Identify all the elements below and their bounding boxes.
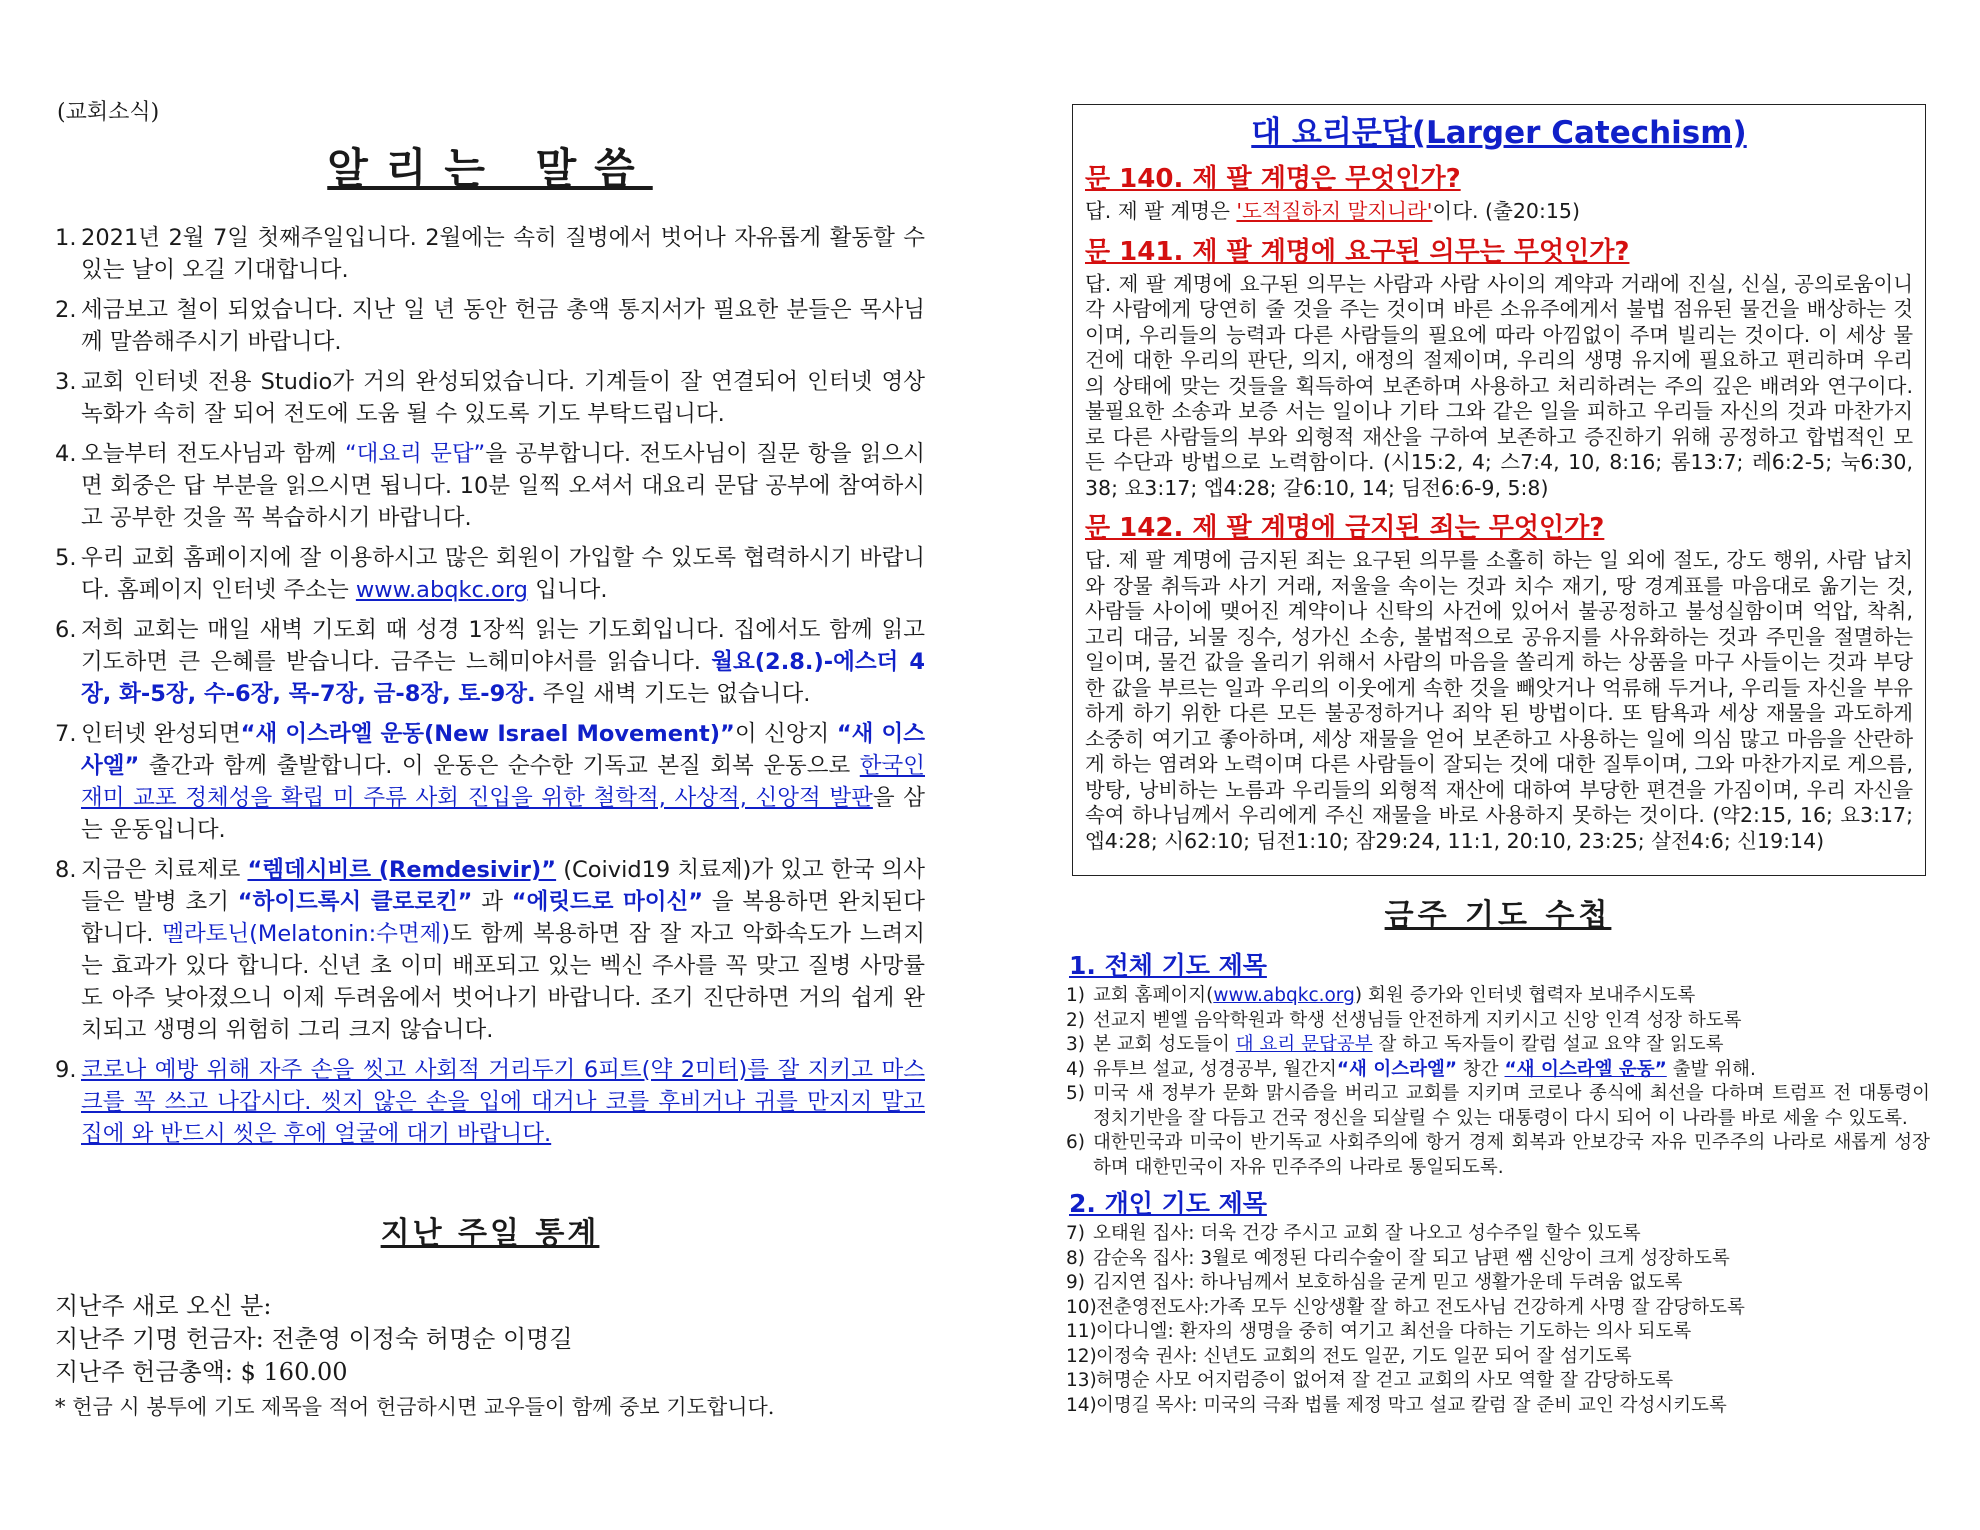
commandment-quote: '도적질하지 말지니라' bbox=[1236, 199, 1433, 223]
movement-purpose: 한국인 재미 교포 정체성을 확립 미 주류 사회 진입을 위한 철학적, 사상적, 신앙적 발판 bbox=[81, 753, 925, 811]
prayer-item bbox=[1066, 1009, 1930, 1034]
item-number: 8) bbox=[1066, 1247, 1085, 1269]
prayer-item bbox=[1066, 1369, 1930, 1394]
text-run: 감순옥 집사: 3월로 예정된 다리수술이 잘 되고 남편 쌤 신앙이 크게 성장하도록 bbox=[1093, 1247, 1730, 1269]
magazine-name: “새 이스라엘” bbox=[1336, 1058, 1457, 1080]
text-run: 답. 제 팔 계명은 bbox=[1085, 199, 1237, 223]
announcements-column bbox=[55, 95, 925, 1423]
text-run: ) 회원 증가와 인터넷 협력자 보내주시도록 bbox=[1354, 985, 1696, 1006]
announcement-item bbox=[55, 542, 925, 606]
announcement-item bbox=[55, 366, 925, 430]
offering-note: * 헌금 시 봉투에 기도 제목을 적어 헌금하시면 교우들이 함께 중보 기도합니다. bbox=[55, 1395, 775, 1419]
text-run: (Coivid19 치료제)가 있고 한국 의사들은 발병 초기 bbox=[81, 857, 926, 915]
announcement-text bbox=[81, 614, 925, 710]
announcement-text bbox=[81, 854, 925, 1046]
text-run: 입니다. bbox=[527, 577, 608, 603]
prayer-item bbox=[1066, 1058, 1930, 1083]
announcement-text: 코로나 예방 위해 자주 손을 씻고 사회적 거리두기 6피트(약 2미터)를 잘 지키고 마스크를 꼭 쓰고 나갑시다. 씻지 않은 손을 입에 대거나 코를 후비거나 귀를 만지지 말고 집에 와 반드시 씻은 후에 얼굴에 대기 바랍니다. bbox=[81, 1057, 925, 1147]
item-number: 3) bbox=[1066, 1034, 1085, 1055]
item-number: 1. bbox=[55, 225, 77, 251]
item-number: 13) bbox=[1066, 1370, 1097, 1391]
text-run: 미국 새 정부가 문화 맑시즘을 버리고 교회를 지키며 코로나 종식에 최선을 다하며 트럼프 전 대통령이 정치기반을 잘 다듬고 건국 정신을 되살릴 수 있는 대통령이 다시 되어 이 나라를 바로 세울 수 있도록. bbox=[1093, 1083, 1930, 1129]
prayer-item bbox=[1066, 1247, 1930, 1272]
reading-schedule: 월요(2.8.)-에스더 4장, 화-5장, 수-6장, 목-7장, 금-8장, 토-9장. bbox=[81, 649, 925, 707]
text-run: 출발 위해. bbox=[1666, 1058, 1756, 1080]
item-number: 12) bbox=[1066, 1345, 1097, 1367]
prayer-item bbox=[1066, 1296, 1930, 1321]
announcement-text: 세금보고 철이 되었습니다. 지난 일 년 동안 헌금 총액 통지서가 필요한 분들은 목사님께 말씀해주시기 바랍니다. bbox=[81, 297, 925, 355]
section-tag: (교회소식) bbox=[57, 100, 160, 125]
item-number: 11) bbox=[1066, 1321, 1097, 1342]
drug-name: “렘데시비르 (Remdesivir)” bbox=[247, 857, 557, 883]
text-run: 이명길 목사: 미국의 극좌 법률 제정 막고 설교 칼럼 잘 준비 교인 각성시키도록 bbox=[1096, 1394, 1727, 1416]
prayer-item bbox=[1066, 1394, 1930, 1419]
announcement-item bbox=[55, 1054, 925, 1150]
prayer-item bbox=[1066, 1033, 1930, 1058]
announcement-text bbox=[81, 718, 925, 846]
text-run: 본 교회 성도들이 bbox=[1093, 1034, 1236, 1055]
announcement-item bbox=[55, 614, 925, 710]
announcement-item bbox=[55, 718, 925, 846]
prayer-item bbox=[1066, 1345, 1930, 1370]
item-number: 5) bbox=[1066, 1083, 1085, 1104]
prayer-item bbox=[1066, 984, 1930, 1009]
prayer-section-general: 1. 전체 기도 제목 bbox=[1069, 951, 1267, 980]
donors: 지난주 기명 헌금자: 전춘영 이정숙 허명순 이명길 bbox=[55, 1325, 573, 1353]
prayer-section-personal: 2. 개인 기도 제목 bbox=[1069, 1189, 1267, 1218]
question-141: 문 141. 제 팔 계명에 요구된 의무는 무엇인가? bbox=[1085, 236, 1630, 267]
text-run: 우리 교회 홈페이지에 잘 이용하시고 많은 회원이 가입할 수 있도록 협력하시기 바랍니다. 홈페이지 인터넷 주소는 bbox=[81, 545, 925, 603]
text-run: 을 삼는 운동입니다. bbox=[81, 785, 925, 843]
item-number: 8. bbox=[55, 857, 77, 883]
movement-name: “새 이스라엘 운동(New Israel Movement)” bbox=[240, 721, 735, 747]
text-run: 을 복용하면 완치된다 합니다. bbox=[81, 889, 925, 947]
question-140: 문 140. 제 팔 계명은 무엇인가? bbox=[1085, 164, 1461, 194]
item-number: 3. bbox=[55, 369, 77, 395]
text-run: 도 함께 복용하면 잠 잘 자고 악화속도가 느려지는 효과가 있다 합니다. 신년 초 이미 배포되고 있는 벡신 주사를 꼭 맞고 질병 사망률도 아주 낮아졌으니 이제 두려움에서 벗어나기 바랍니다. 조기 진단하면 거의 쉽게 완치되고 생명의 위험히 그리 크지 않습니다. bbox=[81, 921, 925, 1043]
text-run: 전춘영전도사:가족 모두 신앙생활 잘 하고 전도사님 건강하게 사명 잘 감당하도록 bbox=[1096, 1296, 1745, 1318]
text-run: 저희 교회는 매일 새벽 기도회 때 성경 1장씩 읽는 기도회입니다. 집에서도 함께 읽고 기도하면 큰 은혜를 받습니다. 금주는 느헤미야서를 읽습니다. bbox=[81, 617, 925, 675]
announcement-item bbox=[55, 294, 925, 358]
catechism-title: 대 요리문답(Larger Catechism) bbox=[1251, 115, 1747, 151]
item-number: 2. bbox=[55, 297, 77, 323]
prayer-notebook bbox=[1066, 890, 1930, 1418]
item-number: 9) bbox=[1066, 1272, 1085, 1293]
text-run: 오늘부터 전도사님과 함께 bbox=[81, 441, 345, 467]
answer-140 bbox=[1085, 199, 1913, 225]
item-number: 5. bbox=[55, 545, 77, 571]
text-run: 선교지 벧엘 음악학원과 학생 선생님들 안전하게 지키시고 신앙 인격 성장 하도록 bbox=[1093, 1009, 1742, 1031]
announcement-text: 교회 인터넷 전용 Studio가 거의 완성되었습니다. 기계들이 잘 연결되어 인터넷 영상 녹화가 속히 잘 되어 전도에 도움 될 수 있도록 기도 부탁드립니다. bbox=[81, 369, 925, 427]
item-number: 6) bbox=[1066, 1132, 1085, 1153]
announcement-text bbox=[81, 438, 925, 534]
question-142: 문 142. 제 팔 계명에 금지된 죄는 무엇인가? bbox=[1085, 513, 1605, 543]
prayer-item bbox=[1066, 1271, 1930, 1296]
stats-title: 지난 주일 통계 bbox=[380, 1216, 600, 1251]
drug-name: “에릿드로 마이신” bbox=[511, 889, 703, 915]
item-number: 9. bbox=[55, 1057, 77, 1083]
homepage-link[interactable]: www.abqkc.org bbox=[355, 577, 528, 603]
catechism-study: 대 요리 문답공부 bbox=[1235, 1034, 1373, 1055]
text-run: 잘 하고 독자들이 칼럼 설교 요약 잘 읽도록 bbox=[1372, 1034, 1724, 1055]
text-run: 이다니엘: 환자의 생명을 중히 여기고 최선을 다하는 기도하는 의사 되도록 bbox=[1096, 1321, 1692, 1342]
answer-142: 답. 제 팔 계명에 금지된 죄는 요구된 의무를 소홀히 하는 일 외에 절도, 강도 행위, 사람 납치와 장물 취득과 사기 거래, 저울을 속이는 것과 치수 재기, 땅 경계표를 마음대로 옮기는 것, 사람들 사이에 맺어진 계약이나 신탁의 사건에 있어서 불공정하고 불성실함이며 억압, 착취, 고리 대금, 뇌물 징수, 성가신 소송, 불법적으로 공유지를 사유화하는 것과 주민을 절멸하는 일이며, 물건 값을 올리기 위해서 사람의 마음을 쏠리게 하는 상품을 마구 사들이는 것과 부당한 값을 부르는 일과 우리의 이웃에게 속한 것을 빼앗거나 억류해 두거나, 우리들 자신을 부유하게 하기 위한 다른 모든 불공정하거나 죄악 된 방법이다. 또 탐욕과 세상 재물을 과도하게 소중히 여기고 좋아하며, 세상 재물을 얻어 보존하고 사용하는 일에 의심 많고 마음을 산란하게 하는 염려와 노력이며 다른 사람들이 잘되는 것에 대한 질투이며, 그와 마찬가지로 게으름, 방탕, 낭비하는 노름과 우리들의 외형적 재산에 대하여 부당한 편견을 가짐이며, 우리 자신을 속여 하나님께서 우리에게 주신 재물을 바로 사용하지 못하는 것이다. (약2:15, 16; 요3:17; 엡4:28; 시62:10; 딤전1:10; 잠29:24, 11:1, 20:10, 23:25; 살전4:6; 신19:14) bbox=[1085, 548, 1913, 853]
catechism-highlight: “대요리 문답” bbox=[344, 441, 486, 467]
text-run: 인터넷 완성되면 bbox=[81, 721, 241, 747]
catechism-box bbox=[1072, 104, 1926, 876]
announcement-item bbox=[55, 438, 925, 534]
text-run: 지금은 치료제로 bbox=[81, 857, 248, 883]
prayer-item bbox=[1066, 1131, 1930, 1180]
drug-name: 멜라토닌(Melatonin:수면제) bbox=[162, 921, 451, 947]
text-run: 유투브 설교, 성경공부, 월간지 bbox=[1093, 1058, 1337, 1080]
movement-name: “새 이스라엘 운동” bbox=[1504, 1058, 1667, 1080]
item-number: 10) bbox=[1066, 1296, 1097, 1318]
text-run: 대한민국과 미국이 반기독교 사회주의에 항거 경제 회복과 안보강국 자유 민주주의 나라로 새롭게 성장하며 대한민국이 자유 민주주의 나라로 통일되도록. bbox=[1093, 1132, 1930, 1178]
prayer-title: 금주 기도 수첩 bbox=[1384, 898, 1612, 933]
announcement-text bbox=[81, 542, 925, 606]
announcement-item bbox=[55, 222, 925, 286]
magazine-name: “새 이스사엘” bbox=[81, 721, 925, 779]
announcement-text: 2021년 2월 7일 첫째주일입니다. 2월에는 속히 질병에서 벗어나 자유롭게 활동할 수 있는 날이 오길 기대합니다. bbox=[81, 225, 925, 283]
announcement-item bbox=[55, 854, 925, 1046]
item-number: 7. bbox=[55, 721, 77, 747]
text-run: 김지연 집사: 하나님께서 보호하심을 굳게 믿고 생활가운데 두려움 없도록 bbox=[1093, 1272, 1683, 1293]
item-number: 1) bbox=[1066, 985, 1085, 1006]
text-run: 오태원 집사: 더욱 건강 주시고 교회 잘 나오고 성수주일 할수 있도록 bbox=[1093, 1223, 1641, 1244]
text-run: 과 bbox=[472, 889, 512, 915]
new-visitors: 지난주 새로 오신 분: bbox=[55, 1292, 272, 1320]
item-number: 4. bbox=[55, 441, 77, 467]
drug-name: “하이드록시 클로로킨” bbox=[237, 889, 473, 915]
prayer-item bbox=[1066, 1222, 1930, 1247]
item-number: 2) bbox=[1066, 1009, 1085, 1031]
item-number: 7) bbox=[1066, 1223, 1085, 1244]
prayer-item bbox=[1066, 1320, 1930, 1345]
text-run: 이정숙 권사: 신년도 교회의 전도 일꾼, 기도 일꾼 되어 잘 섬기도록 bbox=[1096, 1345, 1632, 1367]
text-run: 주일 새벽 기도는 없습니다. bbox=[535, 681, 811, 707]
text-run: 교회 홈페이지( bbox=[1093, 985, 1214, 1006]
text-run: 이 신앙지 bbox=[734, 721, 837, 747]
prayer-item bbox=[1066, 1082, 1930, 1131]
text-run: 허명순 사모 어지럼증이 없어져 잘 걷고 교회의 사모 역할 잘 감당하도록 bbox=[1096, 1370, 1674, 1391]
item-number: 14) bbox=[1066, 1394, 1097, 1416]
page-title: 알리는 말씀 bbox=[327, 144, 653, 193]
text-run: 창간 bbox=[1456, 1058, 1505, 1080]
text-run: 출간과 함께 출발합니다. 이 운동은 순수한 기독교 본질 회복 운동으로 bbox=[139, 753, 860, 779]
item-number: 4) bbox=[1066, 1058, 1085, 1080]
text-run: 이다. (출20:15) bbox=[1432, 199, 1580, 223]
text-run: 을 공부합니다. 전도사님이 질문 항을 읽으시면 회중은 답 부분을 읽으시면 됩니다. 10분 일찍 오셔서 대요리 문답 공부에 참여하시고 공부한 것을 꼭 복습하시기 바랍니다. bbox=[81, 441, 926, 531]
offering-total: 지난주 헌금총액: $ 160.00 bbox=[55, 1358, 348, 1386]
homepage-link[interactable]: www.abqkc.org bbox=[1213, 985, 1355, 1006]
answer-141: 답. 제 팔 계명에 요구된 의무는 사람과 사람 사이의 계약과 거래에 진실, 신실, 공의로움이니 각 사람에게 당연히 줄 것을 주는 것이며 바른 소유주에게서 불법 점유된 물건을 배상하는 것이며, 우리들의 능력과 다른 사람들의 필요에 따라 아낌없이 주며 빌리는 것이다. 이 세상 물건에 대한 우리의 판단, 의지, 애정의 절제이며, 우리의 생명 유지에 필요하고 편리하며 우리의 상태에 맞는 것들을 획득하여 보존하며 사용하고 처리하려는 주의 깊은 배려와 연구이다. 불필요한 소송과 보증 서는 일이나 기타 그와 같은 일을 피하고 우리들 자신의 것과 마찬가지로 다른 사람들의 부와 외형적 재산을 구하여 보존하고 증진하기 위해 공정하고 합법적인 모든 수단과 방법으로 노력함이다. (시15:2, 4; 스7:4, 10, 8:16; 롬13:7; 레6:2-5; 눅6:30, 38; 요3:17; 엡4:28; 갈6:10, 14; 딤전6:6-9, 5:8) bbox=[1085, 271, 1913, 500]
item-number: 6. bbox=[55, 617, 77, 643]
